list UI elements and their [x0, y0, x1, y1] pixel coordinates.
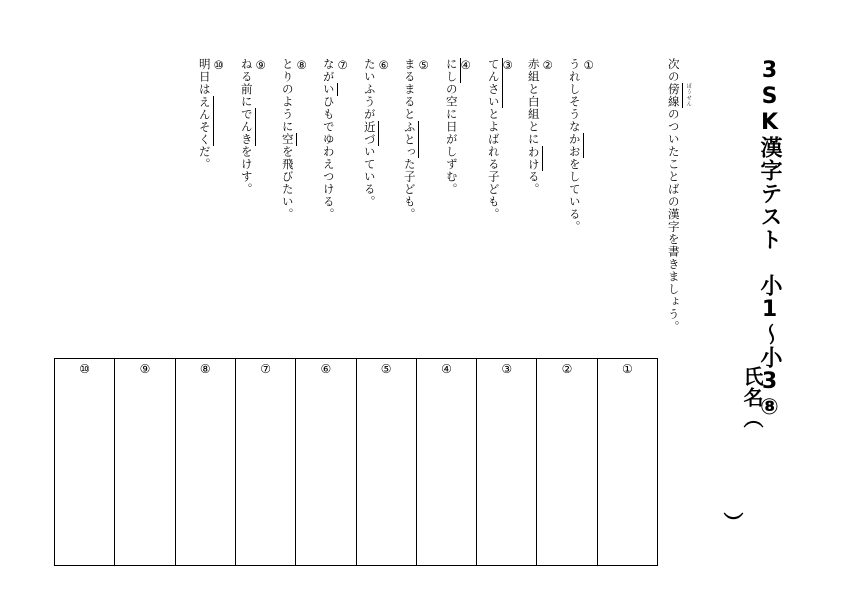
question-text: ひもでゆわえつける。 [321, 95, 336, 221]
answer-cell-number: ④ [441, 362, 452, 376]
answer-cell[interactable] [55, 359, 114, 565]
question-sentence [198, 58, 214, 171]
answer-cell[interactable] [416, 359, 476, 565]
answer-cell[interactable] [114, 359, 174, 565]
question-text: の空に日がしずむ。 [444, 83, 459, 196]
question-text: まるまると [402, 58, 417, 121]
instruction-before: 次の [666, 58, 681, 83]
question-item [362, 58, 390, 208]
question-number: ⑤ [416, 58, 431, 72]
question-text: をしている。 [567, 158, 582, 233]
question-underlined-word: えんそく [197, 95, 212, 146]
question-number: ③ [500, 58, 515, 72]
answer-cell[interactable] [175, 359, 235, 565]
question-underlined-word: わけ [526, 145, 541, 171]
answer-cell-number: ⑧ [199, 362, 211, 376]
question-item [197, 58, 225, 171]
answer-cell-number: ③ [501, 362, 513, 376]
answer-cell[interactable] [597, 359, 657, 565]
question-item [402, 58, 430, 221]
question-underlined-word: い [321, 83, 336, 96]
question-sentence [322, 58, 338, 221]
question-sentence [281, 58, 297, 221]
question-sentence [487, 58, 503, 221]
answer-cell-number: ① [621, 362, 633, 376]
question-sentence [403, 58, 419, 221]
instruction-ruby-text: ぼうせん [685, 83, 692, 107]
question-text: 明日は [197, 58, 212, 96]
question-underlined-word: でんき [239, 108, 254, 146]
question-sentence [568, 58, 584, 233]
question-text: ねる前に [239, 58, 254, 108]
name-label: 氏名（ [740, 365, 764, 429]
question-text: だ。 [197, 145, 212, 171]
answer-grid [54, 358, 658, 566]
question-underlined-word: にし [444, 58, 459, 83]
question-sentence [363, 58, 379, 208]
question-number: ④ [458, 58, 473, 72]
question-item [239, 58, 267, 196]
question-text: をけす。 [239, 145, 254, 196]
answer-cell-number: ② [561, 362, 573, 376]
question-number: ① [581, 58, 596, 72]
name-close-paren: ） [720, 512, 744, 532]
question-underlined-word: ふとっ [402, 120, 417, 158]
answer-cell-number: ⑦ [260, 362, 271, 376]
name-field [722, 262, 762, 532]
question-number: ⑥ [376, 58, 391, 72]
instruction-after: のついたことばの漢字を書きましょう。 [666, 108, 681, 333]
question-number: ⑨ [253, 58, 268, 72]
answer-cell[interactable] [356, 359, 416, 565]
question-number: ⑦ [335, 58, 350, 72]
question-item [486, 58, 514, 221]
question-text: を飛びたい。 [280, 145, 295, 221]
question-number: ② [540, 58, 555, 72]
question-underlined-word: てんさい [486, 58, 501, 108]
question-item [321, 58, 349, 221]
question-text: うれしそうな [567, 58, 582, 133]
answer-cell[interactable] [235, 359, 295, 565]
question-text: なが [321, 58, 336, 83]
question-text: たいふうが [362, 58, 377, 121]
question-item [280, 58, 308, 221]
question-underlined-word: かお [567, 133, 582, 158]
answer-cell-number: ⑨ [139, 362, 151, 376]
question-item [567, 58, 595, 233]
question-text: る。 [526, 170, 541, 196]
question-text: た子ども。 [402, 158, 417, 221]
question-text: 赤組と白組とに [526, 58, 541, 146]
question-sentence [445, 58, 461, 196]
answer-cell[interactable] [536, 359, 596, 565]
question-sentence [240, 58, 256, 196]
answer-cell-number: ⑤ [380, 362, 392, 376]
answer-cell[interactable] [476, 359, 536, 565]
question-underlined-word: 空 [280, 133, 295, 146]
question-number: ⑧ [294, 58, 309, 72]
question-underlined-word: 近づ [362, 120, 377, 146]
instruction-text [666, 58, 692, 333]
instruction-ruby-base: 傍線 [666, 83, 681, 108]
question-item [444, 58, 472, 196]
question-text: とりのように [280, 58, 295, 133]
answer-cell-number: ⑥ [320, 362, 332, 376]
page-title: 3SK漢字テスト 小1〜小3⑧ [757, 58, 782, 421]
instruction-ruby [666, 83, 692, 108]
question-sentence [527, 58, 543, 196]
question-number: ⑩ [211, 58, 226, 72]
question-text: いている。 [362, 145, 377, 208]
question-text: とよばれる子ども。 [486, 108, 501, 221]
question-item [526, 58, 554, 196]
answer-cell-number: ⑩ [79, 362, 91, 376]
answer-cell[interactable] [295, 359, 355, 565]
